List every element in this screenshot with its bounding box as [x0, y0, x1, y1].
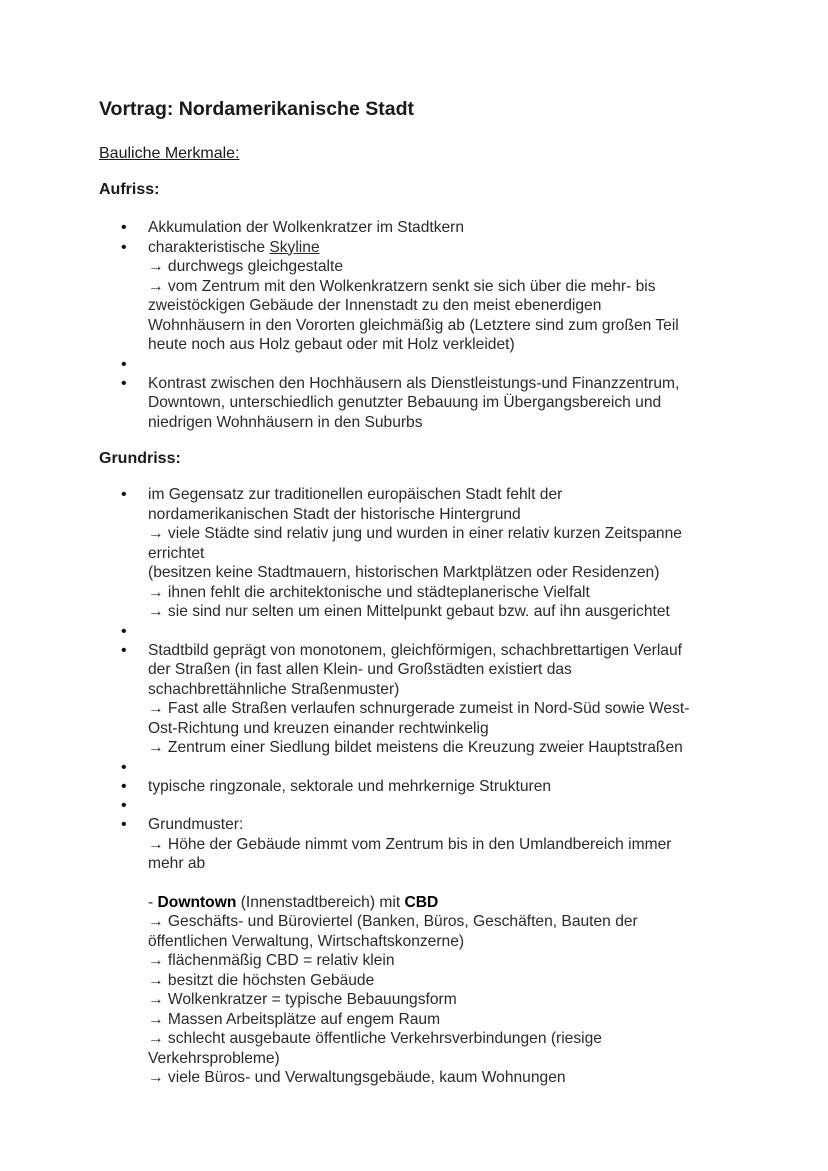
- list-item: • im Gegensatz zur traditionellen europäischen Stadt fehlt der nordamerikanischen Stadt der historische Hintergrund → viele Städte sind relativ jung und wurden in einer relativ kurzen Zeitspanne errichtet (besitzen keine Stadtmauern, historischen Marktplätzen oder Residenzen) → ihnen fehlt die architektonische und städteplanerische Vielfalt → sie sind nur selten um einen Mittelpunkt gebaut bzw. auf ihn ausgerichtet: [99, 485, 759, 622]
- page-title: Vortrag: Nordamerikanische Stadt: [99, 98, 414, 120]
- list-item: • charakteristische Skyline → durchwegs gleichgestalte → vom Zentrum mit den Wolkenkratzern senkt sie sich über die mehr- bis zweistöckigen Gebäude der Innenstadt zu den meist ebenerdigen Wohnhäusern in den Vororten gleichmäßig ab (Letztere sind zum großen Teil heute noch aus Holz gebaut oder mit Holz verkleidet): [99, 238, 759, 355]
- grundriss-list: [99, 485, 759, 1088]
- cbd-term: CBD: [404, 893, 439, 911]
- list-item: • Akkumulation der Wolkenkratzer im Stadtkern: [99, 218, 759, 238]
- list-item: • typische ringzonale, sektorale und mehrkernige Strukturen: [99, 777, 759, 797]
- heading-aufriss: Aufriss:: [99, 181, 160, 198]
- list-item: • Kontrast zwischen den Hochhäusern als Dienstleistungs-und Finanzzentrum, Downtown, unterschiedlich genutzter Bebauung im Übergangsbereich und niedrigen Wohnhäusern in den Suburbs: [99, 374, 759, 433]
- list-item: • Grundmuster: → Höhe der Gebäude nimmt vom Zentrum bis in den Umlandbereich immer mehr ab - Downtown (Innenstadtbereich) mit CBD → Geschäfts- und Büroviertel (Banken, Büros, Geschäften, Bauten der öffentlichen Verwaltung, Wirtschaftskonzerne) → flächenmäßig CBD = relativ klein → besitzt die höchsten Gebäude → Wolkenkratzer = typische Bebauungsform → Massen Arbeitsplätze auf engem Raum → schlecht ausgebaute öffentliche Verkehrsverbindungen (riesige Verkehrsprobleme) → viele Büros- und Verwaltungsgebäude, kaum Wohnungen: [99, 815, 759, 1088]
- list-item: • Stadtbild geprägt von monotonem, gleichförmigen, schachbrettartigen Verlauf der Straßen (in fast allen Klein- und Großstädten existiert das schachbrettähnliche Straßenmuster) → Fast alle Straßen verlaufen schnurgerade zumeist in Nord-Süd sowie West- Ost-Richtung und kreuzen einander rechtwinkelig → Zentrum einer Siedlung bildet meistens die Kreuzung zweier Hauptstraßen: [99, 641, 759, 758]
- downtown-line: - Downtown (Innenstadtbereich) mit CBD: [148, 893, 439, 911]
- downtown-term: Downtown: [157, 893, 237, 911]
- aufriss-list: [99, 218, 759, 432]
- skyline-term: Skyline: [269, 238, 320, 256]
- heading-grundriss: Grundriss:: [99, 450, 181, 467]
- section-subtitle: Bauliche Merkmale:: [99, 145, 240, 162]
- document-page: [99, 96, 759, 1088]
